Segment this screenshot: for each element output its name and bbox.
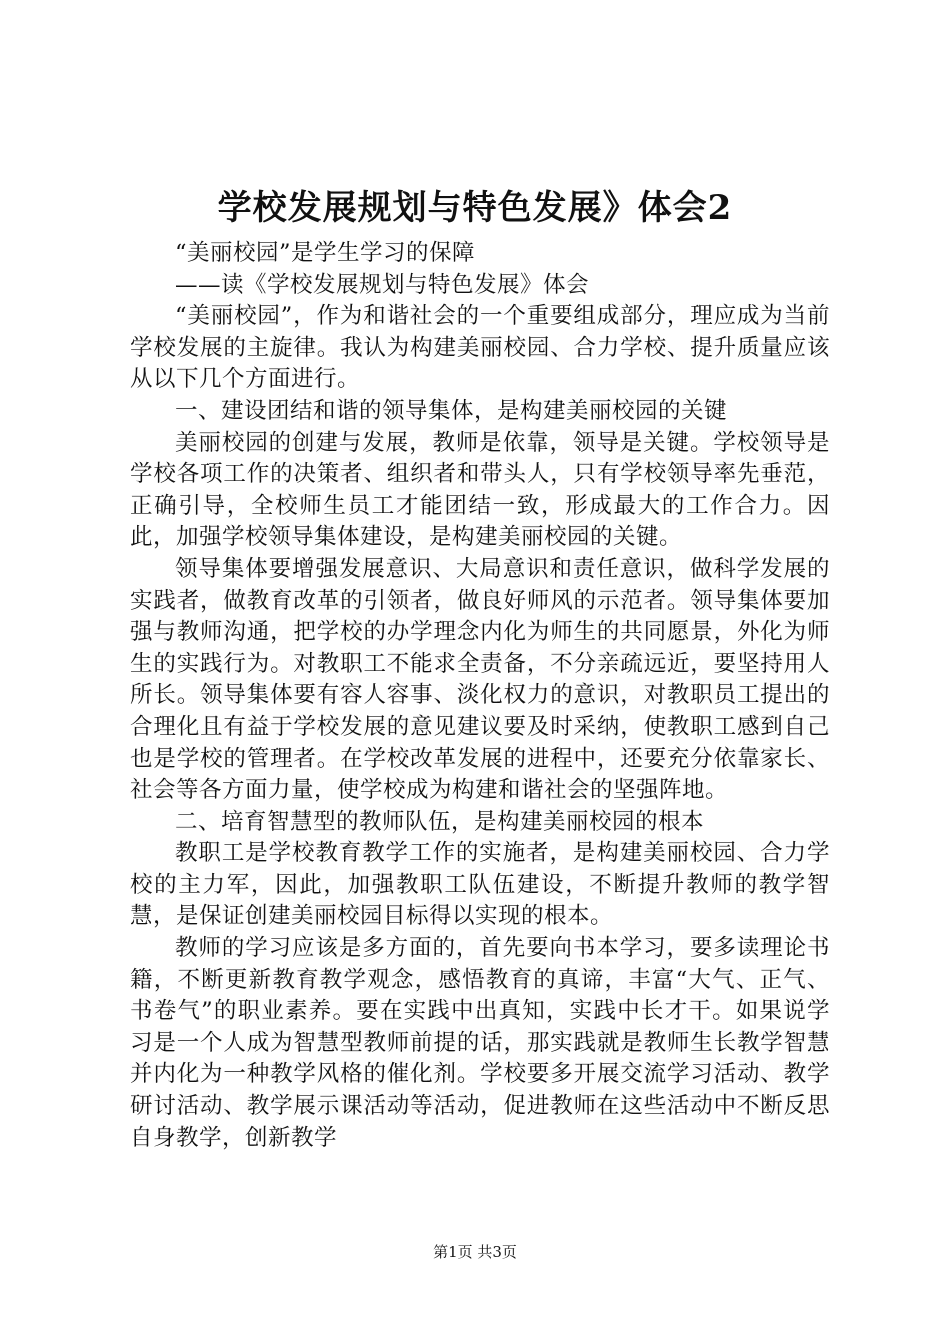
subtitle-source: ——读《学校发展规划与特色发展》体会 — [175, 271, 590, 298]
paragraph-intro: “美丽校园”，作为和谐社会的一个重要组成部分，理应成为当前学校发展的主旋律。我认为构建美丽校园、合力学校、提升质量应该从以下几个方面进行。 — [130, 303, 830, 393]
paragraph: 教师的学习应该是多方面的，首先要向书本学习，要多读理论书籍，不断更新教育教学观念，感悟教育的真谛，丰富“大气、正气、书卷气”的职业素养。要在实践中出真知，实践中长才干。如果说学习是一个人成为智慧型教师前提的话，那实践就是教师生长教学智慧并内化为一种教学风格的催化剂。学校要多开展交流学习活动、教学研讨活动、教学展示课活动等活动，促进教师在这些活动中不断反思自身教学，创新教学 — [130, 935, 830, 1151]
paragraph: 领导集体要增强发展意识、大局意识和责任意识，做科学发展的实践者，做教育改革的引领者，做良好师风的示范者。领导集体要加强与教师沟通，把学校的办学理念内化为师生的共同愿景，外化为师生的实践行为。对教职工不能求全责备，不分亲疏远近，要坚持用人所长。领导集体要有容人容事、淡化权力的意识，对教职员工提出的合理化且有益于学校发展的意见建议要及时采纳，使教职工感到自己也是学校的管理者。在学校改革发展的进程中，还要充分依靠家长、社会等各方面力量，使学校成为构建和谐社会的坚强阵地。 — [130, 555, 830, 804]
paragraph: 教职工是学校教育教学工作的实施者，是构建美丽校园、合力学校的主力军，因此，加强教职工队伍建设，不断提升教师的教学智慧，是保证创建美丽校园目标得以实现的根本。 — [130, 840, 830, 930]
page-footer: 第1页 共3页 — [433, 1243, 517, 1261]
section-heading-1: 一、建设团结和谐的领导集体，是构建美丽校园的关键 — [175, 397, 728, 424]
document-title: 学校发展规划与特色发展》体会2 — [217, 188, 733, 228]
document-body — [130, 238, 830, 1154]
section-heading-2: 二、培育智慧型的教师队伍，是构建美丽校园的根本 — [175, 808, 705, 835]
paragraph: 美丽校园的创建与发展，教师是依靠，领导是关键。学校领导是学校各项工作的决策者、组织者和带头人，只有学校领导率先垂范，正确引导，全校师生员工才能团结一致，形成最大的工作合力。因此，加强学校领导集体建设，是构建美丽校园的关键。 — [130, 429, 830, 551]
subtitle: “美丽校园”是学生学习的保障 — [175, 240, 476, 266]
